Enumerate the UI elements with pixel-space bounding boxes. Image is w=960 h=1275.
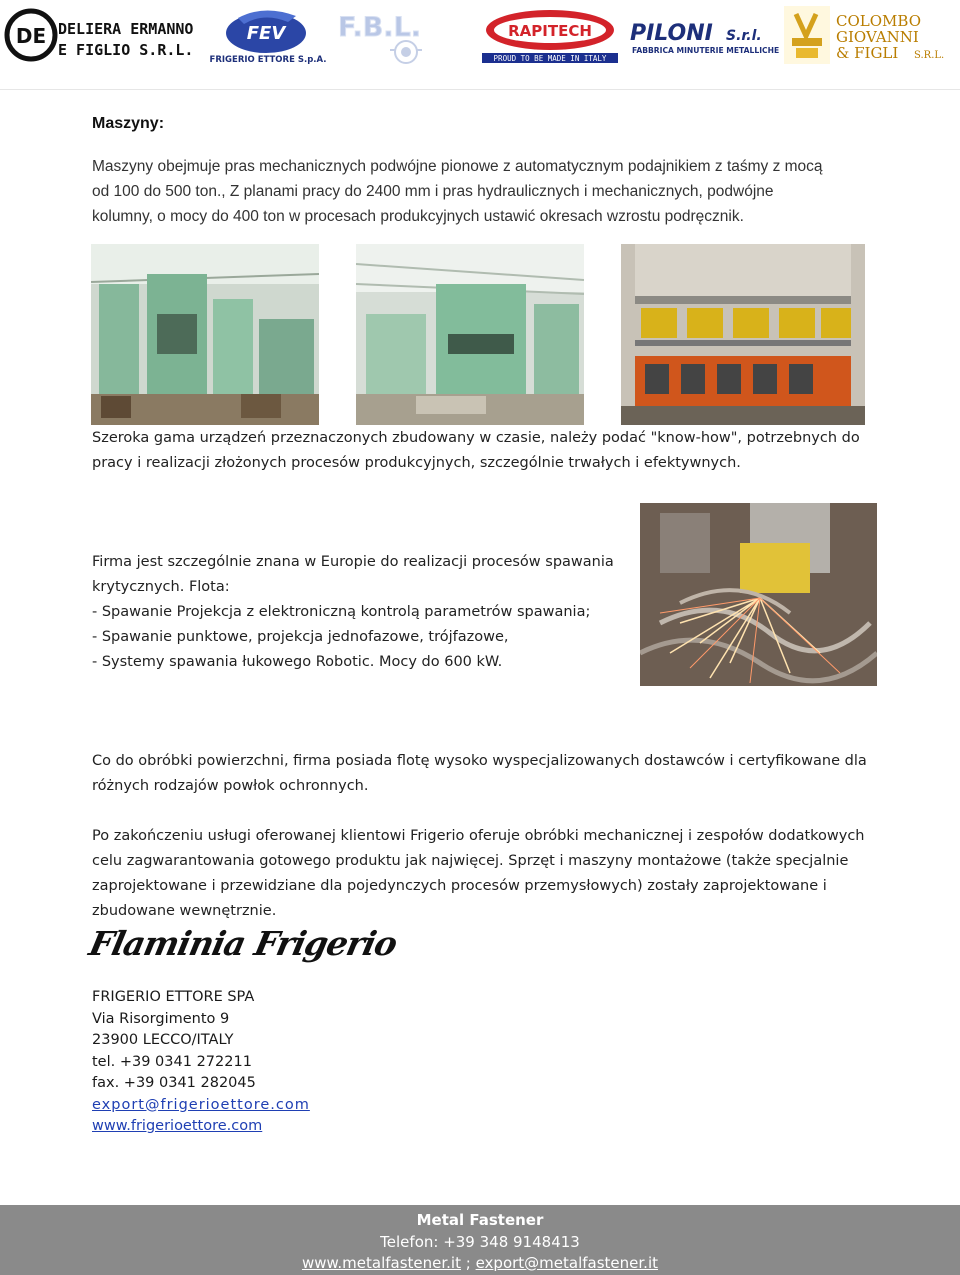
deliera-line2: E FIGLIO S.R.L. (58, 41, 194, 59)
city-address: 23900 LECCO/ITALY (92, 1032, 234, 1048)
rapitech-tagline: PROUD TO BE MADE IN ITALY (493, 54, 607, 63)
welding-sparks-graphic (640, 503, 877, 686)
colombo-line2: GIOVANNI (836, 28, 919, 46)
range-line: Szeroka gama urządzeń przeznaczonych zbudowany w czasie, należy podać "know-how", potrzebnych do (92, 430, 860, 446)
footer-title: Metal Fastener (416, 1211, 544, 1229)
logo-colombo-giovanni (784, 6, 956, 64)
logo-fbl (334, 6, 474, 64)
logo-rapitech (482, 6, 620, 64)
colombo-suffix: S.R.L. (914, 50, 945, 61)
rapitech-name: RAPITECH (508, 22, 592, 40)
deliera-logo-graphic (4, 6, 200, 64)
intro-line: kolumny, o mocy do 400 ton w procesach produkcyjnych ustawić okresach wzrostu podręcznik. (92, 208, 744, 225)
service-line: Po zakończeniu usługi oferowanej klientowi Frigerio oferuje obróbki mechanicznej i zespołów dodatkowych (92, 828, 865, 844)
section-heading: Maszyny: (92, 115, 165, 132)
surface-line: różnych rodzajów powłok ochronnych. (92, 778, 369, 794)
fbl-name: F.B.L. (338, 12, 422, 43)
intro-line: Maszyny obejmuje pras mechanicznych podwójne pionowe z automatycznym podajnikiem z taśmy z mocą (92, 158, 823, 175)
range-line: pracy i realizacji złożonych procesów produkcyjnych, szczególnie trwałych i efektywnych. (92, 455, 741, 471)
phone-number: tel. +39 0341 272211 (92, 1053, 252, 1070)
partner-logo-strip (0, 0, 960, 90)
footer-links (0, 1253, 960, 1275)
colombo-line1: COLOMBO (836, 12, 921, 30)
fax-number: fax. +39 0341 282045 (92, 1075, 256, 1091)
photo-welding-sparks (640, 503, 877, 686)
press-hall-1-graphic (91, 244, 319, 425)
press-tooling-graphic (621, 244, 865, 425)
fev-logo-graphic (204, 6, 332, 64)
welding-line: krytycznych. Flota: (92, 579, 230, 595)
piloni-name: PILONI (630, 21, 713, 46)
rapitech-logo-graphic (482, 6, 620, 64)
fbl-logo-graphic (334, 6, 474, 64)
service-paragraph (92, 824, 865, 924)
intro-line: od 100 do 500 ton., Z planami pracy do 2400 mm i pras hydraulicznych i mechanicznych, podwójne (92, 183, 774, 200)
photo-press-hall-2 (356, 244, 584, 425)
logo-frigerio-ettore (204, 6, 332, 64)
welding-list-item: - Spawanie Projekcja z elektroniczną kontrolą parametrów spawania; (92, 604, 591, 620)
surface-paragraph (92, 749, 867, 799)
welding-paragraph (92, 550, 614, 675)
colombo-logo-graphic (784, 6, 956, 64)
footer-separator: ; (461, 1254, 476, 1272)
service-line: zbudowane wewnętrznie. (92, 903, 277, 919)
fev-caption: FRIGERIO ETTORE S.p.A. (209, 55, 327, 64)
logo-deliera-ermanno (4, 6, 200, 64)
intro-paragraph (92, 154, 823, 229)
photo-press-hall-1 (91, 244, 319, 425)
company-name: FRIGERIO ETTORE SPA (92, 989, 255, 1005)
press-hall-2-graphic (356, 244, 584, 425)
footer-phone: Telefon: +39 348 9148413 (380, 1232, 580, 1251)
handwritten-signature: Flaminia Frigerio (85, 924, 401, 963)
street-address: Via Risorgimento 9 (92, 1010, 230, 1027)
footer-email-link[interactable]: export@metalfastener.it (475, 1254, 659, 1272)
photo-press-tooling (621, 244, 865, 425)
colombo-line3: & FIGLI (836, 44, 899, 62)
deliera-line1: DELIERA ERMANNO (58, 20, 194, 38)
footer-website-link[interactable]: www.metalfastener.it (301, 1254, 461, 1272)
service-line: zaprojektowane i przewidziane dla pojedynczych procesów przemysłowych) zostały zaprojektowane i (92, 878, 827, 894)
piloni-logo-graphic (624, 6, 780, 64)
welding-list-item: - Systemy spawania łukowego Robotic. Mocy do 600 kW. (92, 654, 503, 670)
welding-line: Firma jest szczególnie znana w Europie do realizacji procesów spawania (92, 554, 614, 570)
service-line: celu zagwarantowania gotowego produktu jak najwięcej. Sprzęt i maszyny montażowe (także specjalnie (92, 853, 849, 869)
contact-block (92, 987, 310, 1138)
range-paragraph (92, 426, 860, 476)
fev-name: FEV (246, 23, 286, 44)
svg-text:DE: DE (15, 24, 47, 48)
email-link[interactable]: export@frigerioettore.com (92, 1096, 310, 1113)
piloni-caption: FABBRICA MINUTERIE METALLICHE (632, 46, 780, 55)
logo-piloni (624, 6, 780, 64)
surface-line: Co do obróbki powierzchni, firma posiada flotę wysoko wyspecjalizowanych dostawców i certyfikowane dla (92, 753, 867, 769)
welding-list-item: - Spawanie punktowe, projekcja jednofazowe, trójfazowe, (92, 629, 509, 645)
website-link[interactable]: www.frigerioettore.com (92, 1118, 263, 1134)
footer-bar (0, 1205, 960, 1275)
piloni-suffix: S.r.l. (726, 28, 762, 44)
